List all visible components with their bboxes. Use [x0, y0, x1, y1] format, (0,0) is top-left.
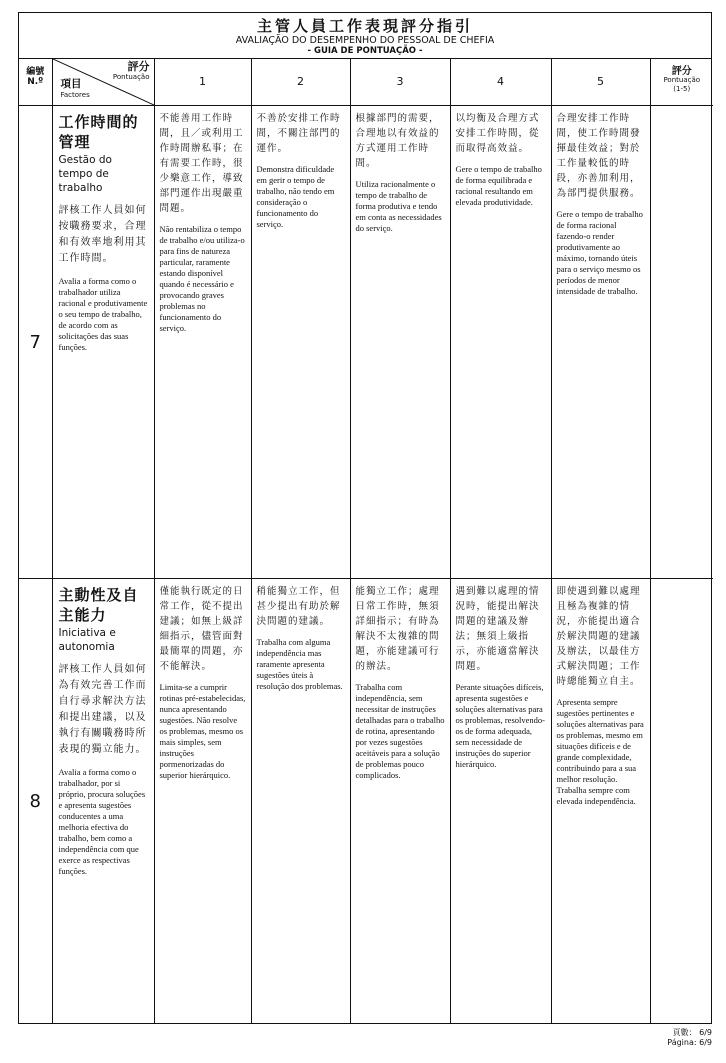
level-desc-pt: Trabalha com independência, sem necessitar de instruções detalhadas para o trabalho de rotina, apresentando por vezes sugestões aceitáveis para a solução de problemas pouco complicados. [355, 682, 445, 780]
factor-desc-pt: Avalia a forma como o trabalhador utiliza racional e produtivamente o seu tempo de trabalho, de acordo com as solicitações das suas funções. [58, 276, 148, 352]
factor-cell [52, 106, 154, 579]
score-column-header [650, 59, 713, 106]
level-desc-pt: Não rentabiliza o tempo de trabalho e/ou utiliza-o para fins de natureza particular, raramente estando disponível quando é necessário e provocando graves problemas no funcionamento do serviço. [159, 224, 245, 333]
form-title-zh: 主管人員工作表現評分指引 [256, 17, 473, 35]
evaluation-form [18, 12, 712, 1024]
table-row [19, 106, 713, 579]
level-desc-zh: 以均衡及合理方式安排工作時間，從而取得高效益。 [455, 113, 540, 154]
factor-header-item-pt: Factores [60, 91, 90, 99]
form-header [19, 13, 711, 59]
level-desc-pt: Utiliza racionalmente o tempo de trabalho de forma produtiva e tendo em conta as necessidades do serviço. [355, 179, 442, 233]
factor-column-header [52, 59, 154, 106]
column-header-row [19, 59, 713, 106]
level-header-3: 3 [350, 59, 450, 106]
table-row [19, 579, 713, 1024]
form-title-pt: AVALIAÇÃO DO DESEMPENHO DO PESSOAL DE CHEFIA [235, 35, 495, 46]
factor-header-score-zh: 評分 [127, 60, 150, 73]
level-desc-zh: 不善於安排工作時間，不關注部門的運作。 [256, 113, 341, 154]
number-header-zh: 編號 [26, 67, 45, 77]
level-desc-zh: 即使遇到難以處理且極為複雜的情況，亦能提出適合於解決問題的建議及辦法，以最佳方式解決問題；工作時總能獨立自主。 [556, 586, 641, 687]
factor-desc-zh: 評核工作人員如何按職務要求，合理和有效率地利用其工作時間。 [58, 205, 147, 264]
factor-title-zh: 主動性及自主能力 [58, 586, 139, 624]
level-header-1: 1 [154, 59, 251, 106]
level-cell-4 [450, 106, 551, 579]
level-cell-5 [551, 106, 650, 579]
level-desc-zh: 能獨立工作；處理日常工作時，無須詳細指示；有時為解決不太複雜的問題，亦能建議可行的辦法。 [355, 586, 440, 672]
level-desc-zh: 合理安排工作時間，使工作時間發揮最佳效益；對於工作量較低的時段，亦善加利用，為部門提供服務。 [556, 113, 641, 199]
level-desc-zh: 稍能獨立工作，但甚少提出有助於解決問題的建議。 [256, 586, 341, 627]
level-desc-pt: Gere o tempo de trabalho de forma racional fazendo-o render produtivamente ao máximo, tornando úteis para o serviço mesmo os períodos de menor intensidade de trabalho. [556, 209, 643, 296]
page-footer [667, 1028, 712, 1048]
level-cell-2 [251, 106, 350, 579]
level-desc-pt: Apresenta sempre sugestões pertinentes e soluções alternativas para os problemas, mesmo em situações difíceis e de grande complexidade, contribuindo para a sua melhor resolução. Trabalha sempre com elevada independência. [556, 697, 644, 806]
level-cell-2 [251, 579, 350, 1024]
factor-desc-pt: Avalia a forma como o trabalhador, por si próprio, procura soluções e apresenta sugestões conducentes a uma melhoria efectiva do trabalho, bem como a independência com que exerce as respectivas funções. [58, 767, 146, 876]
level-desc-pt: Demonstra dificuldade em gerir o tempo de trabalho, não tendo em consideração o funcionamento do serviço. [256, 164, 335, 229]
level-desc-zh: 不能善用工作時間，且／或利用工作時間辦私事；在有需要工作時，很少樂意工作，導致部門運作出現嚴重問題。 [159, 113, 244, 214]
level-header-5: 5 [551, 59, 650, 106]
level-desc-pt: Gere o tempo de trabalho de forma equilibrada e racional resultando em elevada produtividade. [455, 164, 542, 207]
level-header-2: 2 [251, 59, 350, 106]
level-cell-3 [350, 579, 450, 1024]
level-header-4: 4 [450, 59, 551, 106]
score-header-range: (1-5) [673, 85, 691, 93]
number-header-pt: N.º [27, 77, 44, 87]
factor-header-score-pt: Pontuação [112, 73, 150, 81]
factor-header-item [61, 79, 90, 101]
factor-title-pt: Gestão do tempo de trabalho [58, 154, 112, 194]
score-header-pt: Pontuação [663, 76, 701, 84]
level-desc-pt: Trabalha com alguma independência mas raramente apresenta sugestões úteis à resolução dos problemas. [256, 637, 343, 691]
row-number: 7 [19, 106, 52, 579]
scoring-table [19, 59, 713, 1024]
score-entry-cell[interactable] [650, 579, 713, 1024]
page-number-zh: 頁數： 6/9 [672, 1028, 712, 1037]
factor-header-item-zh: 項目 [60, 78, 82, 90]
level-desc-zh: 遇到難以處理的情況時，能提出解決問題的建議及辦法；無須上級指示，亦能適當解決問題。 [455, 586, 540, 672]
level-cell-1 [154, 579, 251, 1024]
form-subtitle: - GUIA DE PONTUAÇÃO - [307, 46, 423, 56]
score-entry-cell[interactable] [650, 106, 713, 579]
factor-header-score [113, 62, 150, 82]
number-column-header [19, 59, 52, 106]
row-number: 8 [19, 579, 52, 1024]
level-cell-1 [154, 106, 251, 579]
factor-cell [52, 579, 154, 1024]
page-number-pt: Página: 6/9 [667, 1038, 712, 1047]
level-desc-zh: 根據部門的需要，合理地以有效益的方式運用工作時間。 [355, 113, 440, 169]
level-cell-5 [551, 579, 650, 1024]
level-cell-3 [350, 106, 450, 579]
level-desc-pt: Perante situações difíceis, apresenta sugestões e soluções alternativas para os problemas, resolvendo-os de forma adequada, sem necessidade de instruções do superior hierárquico. [455, 682, 545, 769]
factor-title-zh: 工作時間的管理 [58, 113, 139, 151]
factor-desc-zh: 評核工作人員如何為有效完善工作而自行尋求解決方法和提出建議，以及執行有關職務時所表現的獨立能力。 [58, 664, 147, 755]
level-desc-pt: Limita-se a cumprir rotinas pré-estabelecidas, nunca apresentando sugestões. Não resolve os problemas, mesmo os mais simples, sem instruções pormenorizadas do superior hierárquico. [159, 682, 246, 780]
level-desc-zh: 僅能執行既定的日常工作，從不提出建議；如無上級詳細指示，儘管面對最簡單的問題，亦不能解決。 [159, 586, 244, 672]
level-cell-4 [450, 579, 551, 1024]
factor-title-pt: Iniciativa e autonomia [58, 627, 116, 653]
score-header-zh: 評分 [671, 66, 692, 77]
